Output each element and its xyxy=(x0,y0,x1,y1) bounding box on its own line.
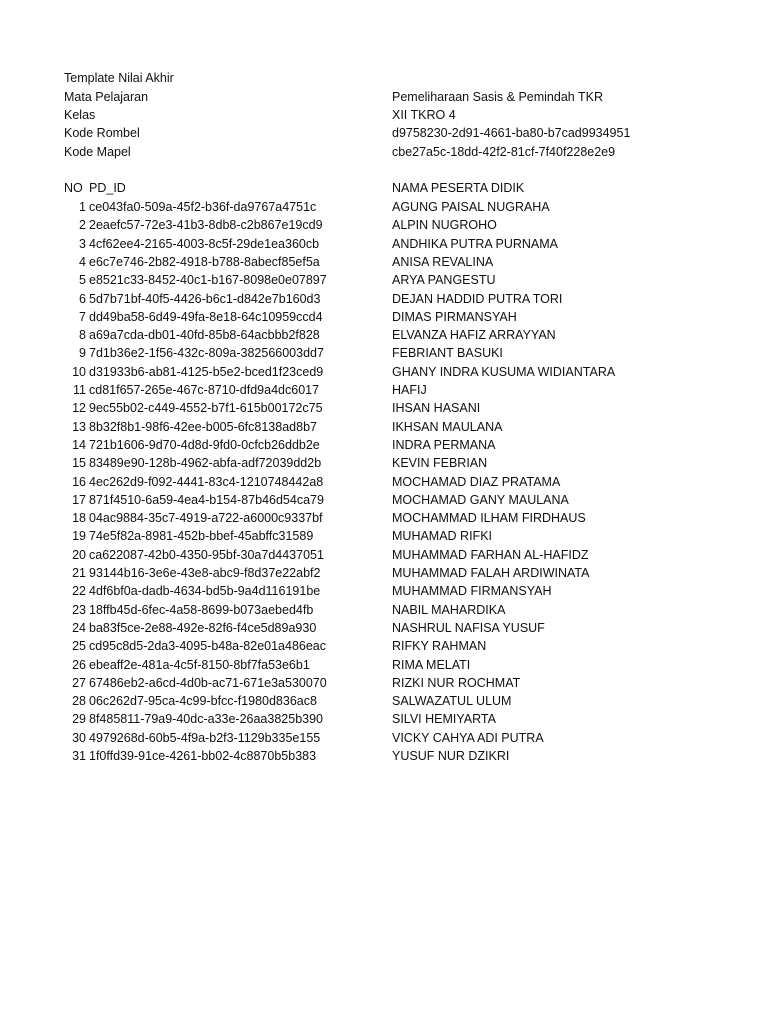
row-student-name: NASHRUL NAFISA YUSUF xyxy=(392,621,545,635)
row-student-name: RIZKI NUR ROCHMAT xyxy=(392,676,521,690)
row-student-name: IKHSAN MAULANA xyxy=(392,420,503,434)
column-header-no: NO xyxy=(64,181,83,195)
row-pd-id: cd95c8d5-2da3-4095-b48a-82e01a486eac xyxy=(89,639,327,653)
row-student-name: IHSAN HASANI xyxy=(392,401,481,415)
row-number: 7 xyxy=(79,310,86,324)
row-student-name: ANDHIKA PUTRA PURNAMA xyxy=(392,237,559,251)
field-label-kode-mapel: Kode Mapel xyxy=(64,145,131,159)
row-number: 28 xyxy=(72,694,86,708)
row-student-name: ARYA PANGESTU xyxy=(392,273,496,287)
row-student-name: MOCHAMMAD ILHAM FIRDHAUS xyxy=(392,511,586,525)
row-pd-id: 7d1b36e2-1f56-432c-809a-382566003dd7 xyxy=(89,346,324,360)
row-number: 2 xyxy=(79,218,86,232)
row-pd-id: ca622087-42b0-4350-95bf-30a7d4437051 xyxy=(89,548,324,562)
row-pd-id: 8b32f8b1-98f6-42ee-b005-6fc8138ad8b7 xyxy=(89,420,317,434)
row-number: 14 xyxy=(72,438,86,452)
row-student-name: SILVI HEMIYARTA xyxy=(392,712,496,726)
row-pd-id: 721b1606-9d70-4d8d-9fd0-0cfcb26ddb2e xyxy=(89,438,320,452)
row-number: 17 xyxy=(72,493,86,507)
document-title: Template Nilai Akhir xyxy=(64,71,174,85)
row-number: 13 xyxy=(72,420,86,434)
row-pd-id: 18ffb45d-6fec-4a58-8699-b073aebed4fb xyxy=(89,603,314,617)
row-number: 26 xyxy=(72,658,86,672)
row-student-name: HAFIJ xyxy=(392,383,427,397)
row-student-name: MUHAMAD RIFKI xyxy=(392,529,492,543)
row-pd-id: 1f0ffd39-91ce-4261-bb02-4c8870b5b383 xyxy=(89,749,317,763)
row-pd-id: ebeaff2e-481a-4c5f-8150-8bf7fa53e6b1 xyxy=(89,658,310,672)
row-student-name: INDRA PERMANA xyxy=(392,438,496,452)
row-number: 18 xyxy=(72,511,86,525)
row-student-name: SALWAZATUL ULUM xyxy=(392,694,512,708)
field-label-mata-pelajaran: Mata Pelajaran xyxy=(64,90,149,104)
row-student-name: KEVIN FEBRIAN xyxy=(392,456,488,470)
row-pd-id: d31933b6-ab81-4125-b5e2-bced1f23ced9 xyxy=(89,365,324,379)
field-value-mata-pelajaran: Pemeliharaan Sasis & Pemindah TKR xyxy=(392,90,603,104)
row-number: 20 xyxy=(72,548,86,562)
row-pd-id: 9ec55b02-c449-4552-b7f1-615b00172c75 xyxy=(89,401,323,415)
row-student-name: FEBRIANT BASUKI xyxy=(392,346,503,360)
column-header-pdid: PD_ID xyxy=(89,181,126,195)
row-pd-id: e8521c33-8452-40c1-b167-8098e0e07897 xyxy=(89,273,327,287)
row-number: 25 xyxy=(72,639,86,653)
row-pd-id: 4cf62ee4-2165-4003-8c5f-29de1ea360cb xyxy=(89,237,320,251)
row-number: 29 xyxy=(72,712,86,726)
field-value-kode-rombel: d9758230-2d91-4661-ba80-b7cad9934951 xyxy=(392,126,631,140)
row-pd-id: 83489e90-128b-4962-abfa-adf72039dd2b xyxy=(89,456,322,470)
row-pd-id: 74e5f82a-8981-452b-bbef-45abffc31589 xyxy=(89,529,314,543)
row-number: 12 xyxy=(72,401,86,415)
row-pd-id: a69a7cda-db01-40fd-85b8-64acbbb2f828 xyxy=(89,328,320,342)
column-header-name: NAMA PESERTA DIDIK xyxy=(392,181,525,195)
row-number: 30 xyxy=(72,731,86,745)
row-number: 31 xyxy=(72,749,86,763)
row-pd-id: 8f485811-79a9-40dc-a33e-26aa3825b390 xyxy=(89,712,324,726)
row-student-name: NABIL MAHARDIKA xyxy=(392,603,506,617)
row-pd-id: cd81f657-265e-467c-8710-dfd9a4dc6017 xyxy=(89,383,320,397)
row-student-name: MOCHAMAD GANY MAULANA xyxy=(392,493,569,507)
row-pd-id: 4df6bf0a-dadb-4634-bd5b-9a4d116191be xyxy=(89,584,321,598)
row-number: 16 xyxy=(72,475,86,489)
row-student-name: MUHAMMAD FARHAN AL-HAFIDZ xyxy=(392,548,589,562)
field-value-kelas: XII TKRO 4 xyxy=(392,108,456,122)
row-pd-id: ce043fa0-509a-45f2-b36f-da9767a4751c xyxy=(89,200,317,214)
row-student-name: RIMA MELATI xyxy=(392,658,471,672)
row-student-name: ELVANZA HAFIZ ARRAYYAN xyxy=(392,328,556,342)
row-number: 6 xyxy=(79,292,86,306)
row-number: 24 xyxy=(72,621,86,635)
row-pd-id: 871f4510-6a59-4ea4-b154-87b46d54ca79 xyxy=(89,493,324,507)
row-number: 15 xyxy=(72,456,86,470)
field-label-kode-rombel: Kode Rombel xyxy=(64,126,140,140)
row-number: 4 xyxy=(79,255,86,269)
row-pd-id: 04ac9884-35c7-4919-a722-a6000c9337bf xyxy=(89,511,323,525)
row-pd-id: ba83f5ce-2e88-492e-82f6-f4ce5d89a930 xyxy=(89,621,317,635)
row-pd-id: 67486eb2-a6cd-4d0b-ac71-671e3a530070 xyxy=(89,676,327,690)
row-number: 23 xyxy=(72,603,86,617)
row-number: 8 xyxy=(79,328,86,342)
row-number: 11 xyxy=(73,383,86,397)
row-number: 19 xyxy=(72,529,86,543)
row-pd-id: e6c7e746-2b82-4918-b788-8abecf85ef5a xyxy=(89,255,320,269)
row-student-name: ANISA REVALINA xyxy=(392,255,494,269)
row-student-name: MUHAMMAD FIRMANSYAH xyxy=(392,584,552,598)
row-number: 9 xyxy=(79,346,86,360)
row-pd-id: 06c262d7-95ca-4c99-bfcc-f1980d836ac8 xyxy=(89,694,317,708)
row-number: 3 xyxy=(79,237,86,251)
row-student-name: RIFKY RAHMAN xyxy=(392,639,487,653)
row-pd-id: 2eaefc57-72e3-41b3-8db8-c2b867e19cd9 xyxy=(89,218,323,232)
row-number: 10 xyxy=(72,365,86,379)
row-number: 1 xyxy=(79,200,86,214)
row-number: 27 xyxy=(72,676,86,690)
row-student-name: MOCHAMAD DIAZ PRATAMA xyxy=(392,475,561,489)
row-student-name: DIMAS PIRMANSYAH xyxy=(392,310,517,324)
field-label-kelas: Kelas xyxy=(64,108,96,122)
row-student-name: GHANY INDRA KUSUMA WIDIANTARA xyxy=(392,365,616,379)
row-student-name: MUHAMMAD FALAH ARDIWINATA xyxy=(392,566,590,580)
row-pd-id: 4ec262d9-f092-4441-83c4-1210748442a8 xyxy=(89,475,324,489)
row-number: 21 xyxy=(72,566,86,580)
row-student-name: AGUNG PAISAL NUGRAHA xyxy=(392,200,550,214)
row-number: 22 xyxy=(72,584,86,598)
row-student-name: VICKY CAHYA ADI PUTRA xyxy=(392,731,544,745)
row-pd-id: 5d7b71bf-40f5-4426-b6c1-d842e7b160d3 xyxy=(89,292,321,306)
row-pd-id: 4979268d-60b5-4f9a-b2f3-1129b335e155 xyxy=(89,731,321,745)
row-number: 5 xyxy=(79,273,86,287)
row-student-name: ALPIN NUGROHO xyxy=(392,218,497,232)
row-pd-id: dd49ba58-6d49-49fa-8e18-64c10959ccd4 xyxy=(89,310,323,324)
field-value-kode-mapel: cbe27a5c-18dd-42f2-81cf-7f40f228e2e9 xyxy=(392,145,616,159)
row-pd-id: 93144b16-3e6e-43e8-abc9-f8d37e22abf2 xyxy=(89,566,321,580)
row-student-name: DEJAN HADDID PUTRA TORI xyxy=(392,292,563,306)
row-student-name: YUSUF NUR DZIKRI xyxy=(392,749,510,763)
